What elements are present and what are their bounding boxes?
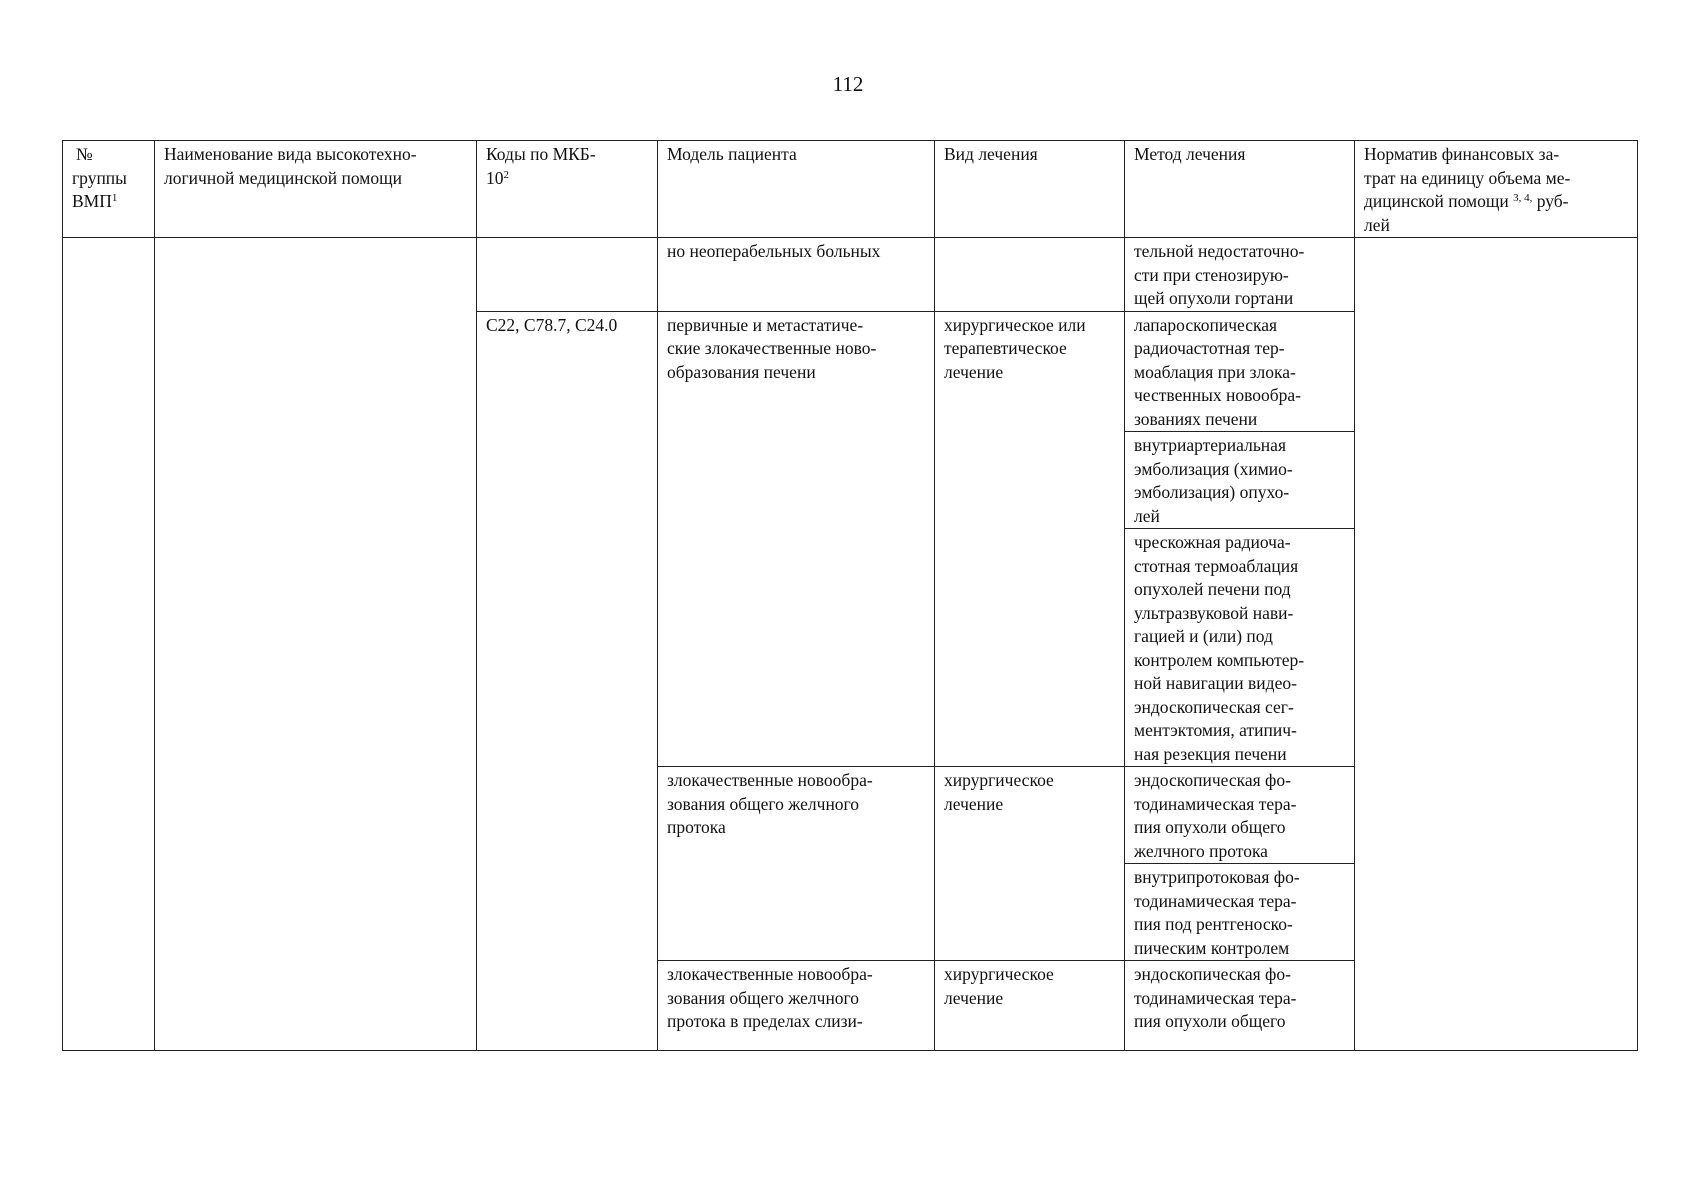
table-header-row <box>63 141 1638 238</box>
icd-codes-cell: C22, C78.7, C24.0 <box>477 311 658 1051</box>
header-cost-norm: Норматив финансовых за- трат на единицу объема ме- дицинской помощи $^{3, 4,}$ руб- лей <box>1355 141 1638 238</box>
header-icd-codes: Коды по МКБ- $10^2$ <box>477 141 658 238</box>
icd-codes-cell <box>477 238 658 312</box>
treatment-method-cell: внутрипротоковая фо- тодинамическая тера- пия под рентгеноско- пическим контролем <box>1125 864 1355 961</box>
page-number: 112 <box>832 72 864 96</box>
treatment-method-cell: внутриартериальная эмболизация (химио- эмболизация) опухо- лей <box>1125 432 1355 529</box>
header-group-number: № группы ВМП$^1$ <box>63 141 155 238</box>
treatment-type-cell: хирургическое лечение <box>935 767 1125 961</box>
treatment-type-cell: хирургическое или терапевтическое лечение <box>935 311 1125 767</box>
patient-model-cell: злокачественные новообра- зования общего желчного протока <box>658 767 935 961</box>
patient-model-cell: первичные и метастатиче- ские злокачественные ново- образования печени <box>658 311 935 767</box>
table-row <box>63 238 1638 312</box>
header-care-name: Наименование вида высокотехно- логичной медицинской помощи <box>155 141 477 238</box>
group-number-cell <box>63 238 155 1051</box>
care-name-cell <box>155 238 477 1051</box>
patient-model-cell: злокачественные новообра- зования общего желчного протока в пределах слизи- <box>658 961 935 1051</box>
patient-model-cell: но неоперабельных больных <box>658 238 935 312</box>
header-treatment-type: Вид лечения <box>935 141 1125 238</box>
treatment-method-cell: эндоскопическая фо- тодинамическая тера- пия опухоли общего <box>1125 961 1355 1051</box>
header-treatment-method: Метод лечения <box>1125 141 1355 238</box>
treatment-method-cell: чрескожная радиоча- стотная термоаблация опухолей печени под ультразвуковой нави- гацией и (или) под контролем компьютер- ной навигации видео- эндоскопическая сег- ментэктомия, атипич- ная резекция печени <box>1125 529 1355 767</box>
vmp-table <box>62 140 1638 1051</box>
treatment-method-cell: тельной недостаточно- сти при стенозирую- щей опухоли гортани <box>1125 238 1355 312</box>
treatment-method-cell: эндоскопическая фо- тодинамическая тера- пия опухоли общего желчного протока <box>1125 767 1355 864</box>
treatment-method-cell: лапароскопическая радиочастотная тер- моаблация при злока- чественных новообра- зованиях печени <box>1125 311 1355 432</box>
header-patient-model: Модель пациента <box>658 141 935 238</box>
treatment-type-cell <box>935 238 1125 312</box>
treatment-type-cell: хирургическое лечение <box>935 961 1125 1051</box>
cost-norm-cell <box>1355 238 1638 1051</box>
